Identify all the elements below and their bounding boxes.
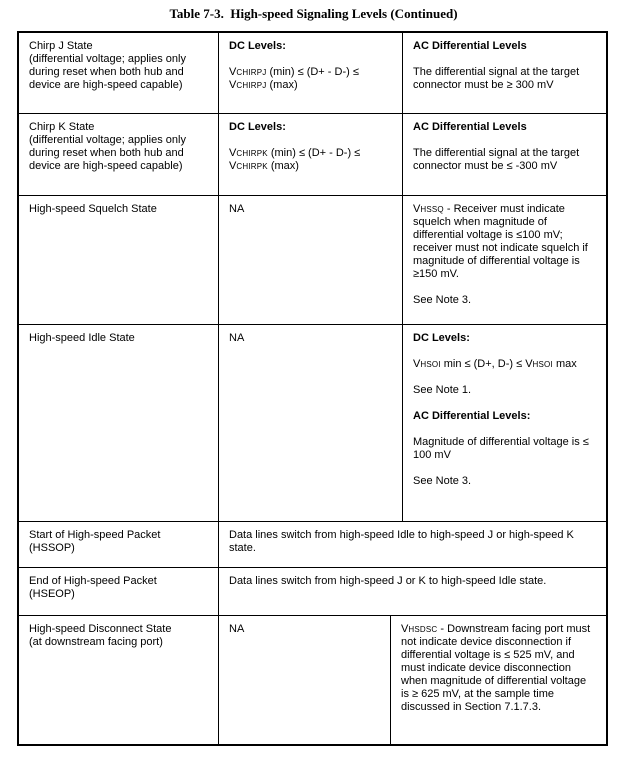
description-text: Data lines switch from high-speed Idle to high-speed J or high-speed K state.	[229, 529, 574, 554]
dc-levels-cell	[218, 616, 390, 744]
dc-levels-formula-line2: VCHIRPJ (max)	[229, 79, 298, 91]
state-abbrev: (HSEOP)	[29, 588, 75, 600]
ac-levels-cell	[402, 196, 606, 324]
dc-levels-cell	[218, 196, 402, 324]
table-row	[19, 567, 606, 615]
ac-levels-cell	[390, 616, 606, 744]
state-name: End of High-speed Packet	[29, 575, 157, 587]
state-cell	[19, 114, 218, 195]
na-value: NA	[229, 623, 245, 635]
state-cell	[19, 568, 218, 615]
state-cell	[19, 196, 218, 324]
state-name: High-speed Squelch State	[29, 203, 157, 215]
state-cell	[19, 522, 218, 567]
table-title: Table 7-3. High-speed Signaling Levels (Continued)	[169, 6, 458, 21]
table-row	[19, 33, 606, 113]
see-note: See Note 1.	[413, 384, 472, 396]
state-name: Chirp K State	[29, 121, 95, 133]
state-cell	[19, 325, 218, 521]
state-cell	[19, 616, 218, 744]
state-abbrev: (HSSOP)	[29, 542, 75, 554]
state-name: Start of High-speed Packet	[29, 529, 161, 541]
signaling-levels-table	[17, 31, 608, 746]
dc-levels-heading: DC Levels:	[413, 332, 470, 344]
description-cell	[218, 522, 606, 567]
state-description: (differential voltage; applies only during reset when both hub and device are high-speed capable)	[29, 53, 186, 91]
state-name: High-speed Idle State	[29, 332, 135, 344]
description-text: Data lines switch from high-speed J or K to high-speed Idle state.	[229, 575, 547, 587]
dc-levels-formula-line1: VCHIRPJ (min) ≤ (D+ - D-) ≤	[229, 66, 359, 78]
table-row	[19, 195, 606, 324]
table-row	[19, 324, 606, 521]
ac-levels-cell	[402, 114, 606, 195]
state-description: (at downstream facing port)	[29, 636, 163, 648]
state-cell	[19, 33, 218, 113]
state-name: Chirp J State	[29, 40, 93, 52]
dc-levels-formula-line1: VCHIRPK (min) ≤ (D+ - D-) ≤	[229, 147, 361, 159]
na-value: NA	[229, 203, 245, 215]
ac-levels-body: Magnitude of differential voltage is ≤ 100 mV	[413, 436, 589, 461]
dc-levels-heading: DC Levels:	[229, 121, 286, 133]
table-row	[19, 113, 606, 195]
ac-levels-body: The differential signal at the target connector must be ≤ -300 mV	[413, 147, 580, 172]
table-row	[19, 521, 606, 567]
table-row	[19, 615, 606, 744]
dc-levels-formula: VHSOI min ≤ (D+, D-) ≤ VHSOI max	[413, 358, 577, 370]
ac-levels-body: The differential signal at the target connector must be ≥ 300 mV	[413, 66, 580, 91]
description-cell	[218, 568, 606, 615]
see-note: See Note 3.	[413, 294, 472, 306]
dc-levels-cell	[218, 33, 402, 113]
ac-levels-heading: AC Differential Levels	[413, 121, 527, 133]
dc-levels-formula-line2: VCHIRPK (max)	[229, 160, 299, 172]
state-description: (differential voltage; applies only during reset when both hub and device are high-speed capable)	[29, 134, 186, 172]
squelch-requirement: VHSSQ - Receiver must indicate squelch when magnitude of differential voltage is ≤100 mV; receiver must not indicate squelch if magnitude of differential voltage is ≥150 mV.	[413, 203, 588, 280]
ac-levels-cell	[402, 33, 606, 113]
na-value: NA	[229, 332, 245, 344]
dc-levels-cell	[218, 114, 402, 195]
ac-levels-heading: AC Differential Levels:	[413, 410, 531, 422]
ac-levels-heading: AC Differential Levels	[413, 40, 527, 52]
dc-levels-cell	[218, 325, 402, 521]
disconnect-requirement: VHSDSC - Downstream facing port must not indicate device disconnection if differential voltage is ≤ 525 mV, and must indicate device disconnection when magnitude of differential voltage is ≥ 625 mV, at the sample time discussed in Section 7.1.7.3.	[401, 623, 591, 713]
see-note: See Note 3.	[413, 475, 472, 487]
dc-levels-heading: DC Levels:	[229, 40, 286, 52]
state-name: High-speed Disconnect State	[29, 623, 172, 635]
ac-levels-cell	[402, 325, 606, 521]
